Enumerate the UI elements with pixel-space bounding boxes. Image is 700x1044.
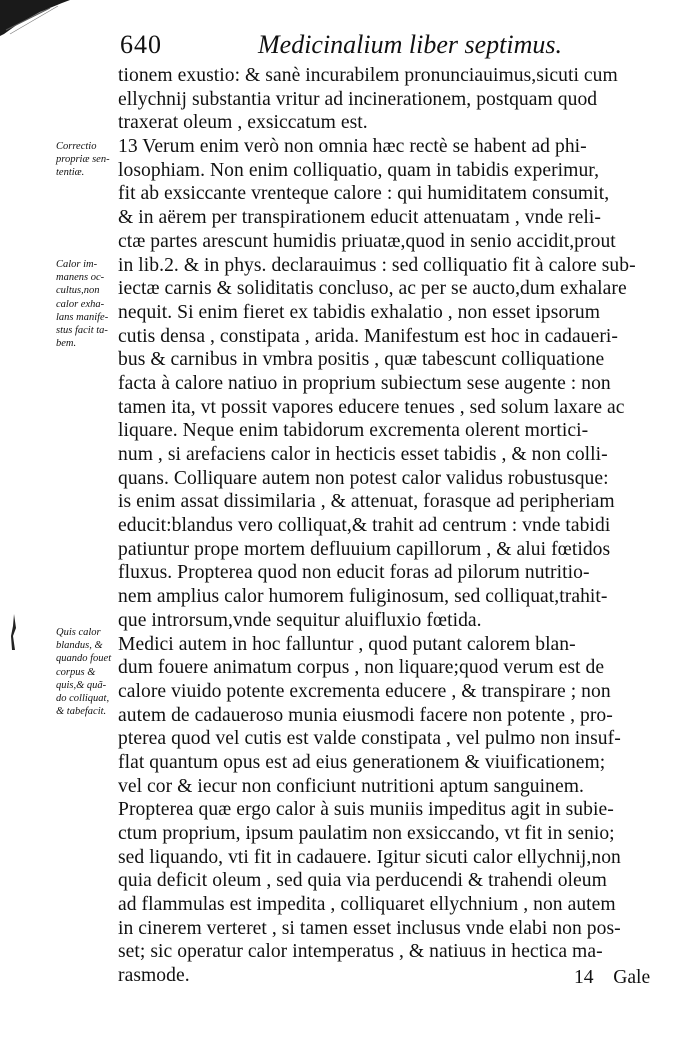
text-line: cutis densa , constipata , arida. Manifestum est hoc in cadaueri- [118,325,619,347]
margin-note-line: Correctio [56,141,97,152]
margin-note-line: blandus, & [56,640,103,652]
text-line: losophiam. Non enim colliquatio, quam in tabidis experimur, [118,159,600,181]
margin-note-line: calor exha- [56,298,105,310]
catchword-line [574,967,650,989]
text-line: flat quantum opus est ad eius generationem & viuificationem; [118,751,606,773]
text-line: Medici autem in hoc falluntur , quod putant calorem blan- [118,633,576,655]
margin-note-line: tentiæ. [56,167,85,179]
main-text-block [118,64,666,988]
ink-speck-mark [8,614,20,650]
text-line: set; sic operatur calor intemperatus , & natiuus in hectica ma- [118,941,603,963]
text-line: ctum proprium, ipsum paulatim non exsiccando, vt fit in senio; [118,823,615,844]
text-line: nem amplius calor humorem fuliginosum, sed colliquat,trahit- [118,586,608,608]
margin-note-line: stus facit ta- [56,325,108,337]
text-line: iectæ carnis & soliditatis concluso, ac per se aucto,dum exhalare [118,278,627,300]
margin-note-line: manens oc- [56,272,105,284]
text-line: calore viuido potente excrementa educere , & transpirare ; non [118,680,611,702]
text-line: fit ab exsiccante vrenteque calore : qui humiditatem consumit, [118,183,610,205]
text-line: ctæ partes arescunt humidis priuatæ,quod in senio accidit,prout [118,230,616,252]
text-line: in lib.2. & in phys. declarauimus : sed colliquatio fit à calore sub- [118,254,636,276]
margin-note-line: lans manife- [56,311,109,323]
margin-note-line: corpus & [56,666,96,678]
text-line: sed liquando, vti fit in cadauere. Igitur sicuti calor ellychnij,non [118,846,621,868]
text-line: pterea quod vel cutis est valde constipata , vel pulmo non insuf- [118,728,621,750]
text-line: patiuntur prope mortem defluuium capillorum , & alui fœtidos [118,538,611,560]
running-title: Medicinalium liber septimus. [258,30,563,59]
text-line: tionem exustio: & sanè incurabilem pronunciauimus,sicuti cum [118,65,618,86]
margin-note-line: quis,& quã- [56,679,107,691]
text-line: ellychnij substantia vritur ad incinerationem, postquam quod [118,88,598,110]
margin-note [56,140,122,180]
margin-note-line: do colliquat, [56,693,110,705]
text-line: in cinerem verteret , si tamen esset inclusus vnde elabi non pos- [118,917,621,939]
margin-note [56,626,122,718]
text-line: educit:blandus vero colliquat,& trahit ad centrum : vnde tabidi [118,515,611,537]
margin-note-line: cultus,non [56,285,100,297]
text-line: traxerat oleum , exsiccatum est. [118,112,368,134]
text-line: num , si arefaciens calor in hecticis esset tabidis , & non colli- [118,444,608,465]
corner-damage-mark [0,0,70,40]
text-line: ad flammulas est impedita , colliquaret ellychnium , non autem [118,894,616,916]
text-line: que introrsum,vnde sequitur aluifluxio fœtida. [118,609,482,631]
margin-note [56,258,122,350]
text-line: dum fouere animatum corpus , non liquare;quod verum est de [118,657,605,679]
text-line: bus & carnibus in vmbra positis , quæ tabescunt colliquatione [118,349,605,371]
text-line: & in aërem per transpirationem educit attenuatam , vnde reli- [118,207,601,229]
text-line: tamen ita, vt possit vapores educere tenues , sed solum laxare ac [118,396,625,418]
text-line: nequit. Si enim fieret ex tabidis exhalatio , non esset ipsorum [118,301,601,323]
text-line: liquare. Neque enim tabidorum excrementa olerent mortici- [118,420,589,442]
page-header [120,30,590,64]
margin-note-line: Calor im- [56,259,98,270]
text-line: vel cor & iecur non conficiunt nutritioni aptum sanguinem. [118,775,584,797]
signature-number: 14 [574,967,594,988]
margin-note-line: & tabefacit. [56,706,107,718]
page-number: 640 [120,30,162,59]
text-line: quans. Colliquare autem non potest calor validus robustusque: [118,467,609,489]
margin-note-line: quando fouet [56,653,112,665]
margin-note-line: Quis calor [56,627,101,638]
text-line: quia deficit oleum , sed quia via perducendi & trahendi oleum [118,870,607,892]
text-line: fluxus. Propterea quod non educit foras ad pilorum nutritio- [118,562,590,584]
text-line: is enim assat dissimilaria , & attenuat, forasque ad peripheriam [118,491,615,513]
text-line: rasmode. [118,965,190,987]
catchword: Gale [613,967,651,988]
margin-note-line: bem. [56,338,77,350]
text-line: Propterea quæ ergo calor à suis muniis impeditus agit in subie- [118,799,614,821]
text-line: facta à calore natiuo in proprium subiectum sese augente : non [118,372,611,394]
text-line: autem de cadaueroso munia eiusmodi facere non potente , pro- [118,704,613,726]
margin-note-line: propriæ sen- [56,154,110,166]
text-line: 13 Verum enim verò non omnia hæc rectè se habent ad phi- [118,136,587,158]
